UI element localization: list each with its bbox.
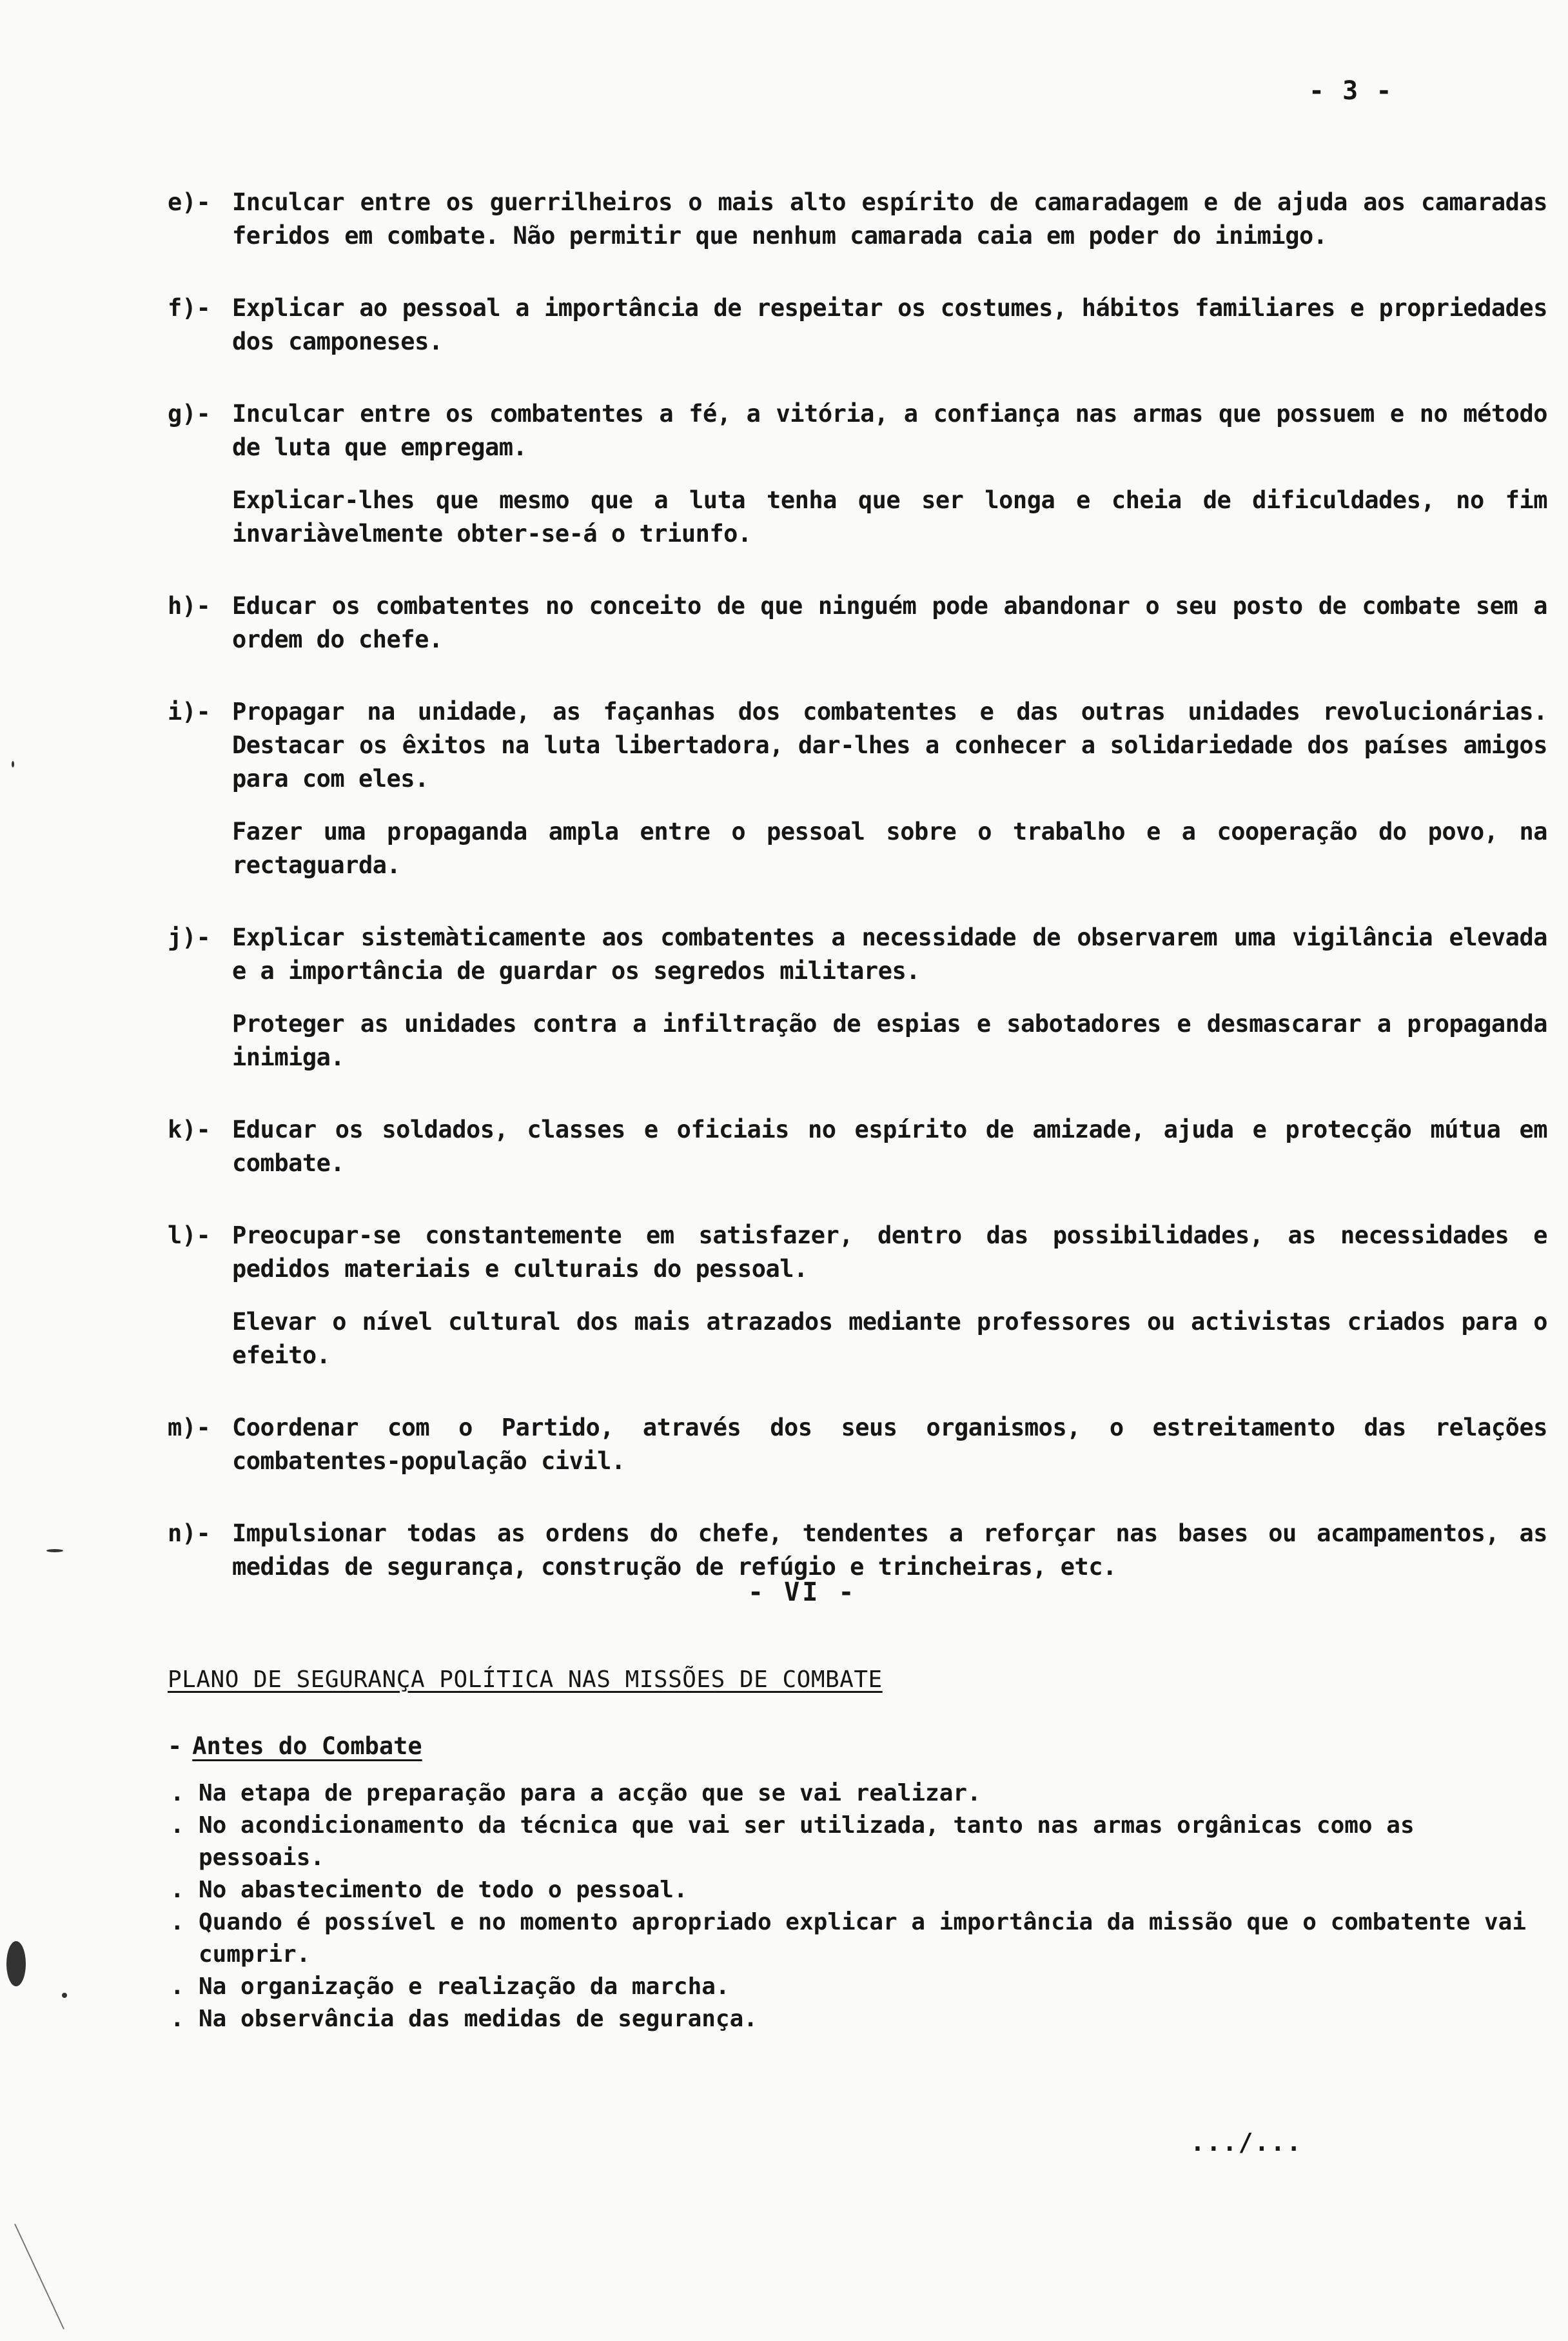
bullet-dot: . — [170, 1780, 184, 1806]
bullet-text: Na observância das medidas de segurança. — [199, 2006, 758, 2032]
item-label: f)- — [168, 294, 211, 322]
item-paragraph: Propagar na unidade, as façanhas dos combatentes e das outras unidades revolucionárias. Destacar os êxitos na luta libertadora, dar-lhes a conhecer a solidariedade dos países amigos para com eles. — [232, 698, 1547, 793]
subheading-text: Antes do Combate — [192, 1732, 422, 1760]
bullet-item — [168, 1906, 1547, 1971]
instruction-item — [168, 397, 1547, 551]
item-label: l)- — [168, 1221, 211, 1249]
item-paragraph: Fazer uma propaganda ampla entre o pessoal sobre o trabalho e a cooperação do povo, na rectaguarda. — [232, 818, 1547, 879]
item-paragraph: Educar os soldados, classes e oficiais no espírito de amizade, ajuda e protecção mútua em combate. — [232, 1116, 1547, 1177]
item-label: k)- — [168, 1116, 211, 1143]
item-label: i)- — [168, 698, 211, 726]
item-paragraph: Inculcar entre os guerrilheiros o mais alto espírito de camaradagem e de ajuda aos camaradas feridos em combate. Não permitir que nenhum camarada caia em poder do inimigo. — [232, 188, 1547, 250]
bullet-dot: . — [170, 1973, 184, 2000]
subheading-dash: - — [168, 1732, 182, 1760]
item-label: e)- — [168, 188, 211, 216]
item-paragraph: Inculcar entre os combatentes a fé, a vitória, a confiança nas armas que possuem e no método de luta que empregam. — [232, 400, 1547, 461]
instruction-list — [168, 186, 1547, 1623]
instruction-item — [168, 695, 1547, 882]
item-label: j)- — [168, 924, 211, 951]
instruction-item — [168, 186, 1547, 253]
continuation-mark: .../... — [1190, 2128, 1303, 2157]
bullet-item — [168, 1971, 1547, 2003]
bullet-item — [168, 1810, 1547, 1874]
item-paragraph: Elevar o nível cultural dos mais atrazados mediante professores ou activistas criados para o efeito. — [232, 1308, 1547, 1369]
item-label: h)- — [168, 592, 211, 620]
instruction-item — [168, 291, 1547, 359]
item-label: m)- — [168, 1414, 211, 1441]
bullet-text: Quando é possível e no momento apropriado explicar a importância da missão que o combatente vai cumprir. — [199, 1909, 1527, 1968]
bullet-text: Na organização e realização da marcha. — [199, 1973, 730, 2000]
bullet-text: No abastecimento de todo o pessoal. — [199, 1877, 688, 1903]
bullet-text: Na etapa de preparação para a acção que se vai realizar. — [199, 1780, 981, 1806]
item-paragraph: Educar os combatentes no conceito de que ninguém pode abandonar o seu posto de combate sem a ordem do chefe. — [232, 592, 1547, 653]
instruction-item — [168, 1517, 1547, 1584]
bullet-dot: . — [170, 1812, 184, 1839]
bullet-dot: . — [170, 2006, 184, 2032]
item-paragraph: Preocupar-se constantemente em satisfazer, dentro das possibilidades, as necessidades e pedidos materiais e culturais do pessoal. — [232, 1221, 1547, 1283]
scan-speck — [12, 761, 14, 767]
instruction-item — [168, 921, 1547, 1074]
section-number: - VI - — [748, 1577, 857, 1607]
scan-line — [14, 2224, 64, 2329]
bullet-text: No acondicionamento da técnica que vai ser utilizada, tanto nas armas orgânicas como as pessoais. — [199, 1812, 1415, 1871]
subheading — [168, 1732, 422, 1760]
item-paragraph: Proteger as unidades contra a infiltração de espias e sabotadores e desmascarar a propaganda inimiga. — [232, 1010, 1547, 1071]
bullet-list — [168, 1777, 1547, 2035]
instruction-item — [168, 1411, 1547, 1478]
section-title: PLANO DE SEGURANÇA POLÍTICA NAS MISSÕES DE COMBATE — [168, 1666, 883, 1693]
instruction-item — [168, 589, 1547, 657]
item-paragraph: Explicar sistemàticamente aos combatentes a necessidade de observarem uma vigilância elevada e a importância de guardar os segredos militares. — [232, 924, 1547, 985]
page-number: - 3 - — [1309, 76, 1393, 106]
item-paragraph: Coordenar com o Partido, através dos seus organismos, o estreitamento das relações combatentes-população civil. — [232, 1414, 1547, 1475]
instruction-item — [168, 1219, 1547, 1372]
item-label: g)- — [168, 400, 211, 428]
instruction-item — [168, 1113, 1547, 1180]
item-paragraph: Explicar-lhes que mesmo que a luta tenha que ser longa e cheia de dificuldades, no fim invariàvelmente obter-se-á o triunfo. — [232, 486, 1547, 548]
bullet-item — [168, 2003, 1547, 2035]
scan-speck — [62, 1993, 67, 1998]
scan-speck — [46, 1549, 63, 1552]
bullet-dot: . — [170, 1877, 184, 1903]
bullet-item — [168, 1777, 1547, 1810]
bullet-dot: . — [170, 1909, 184, 1935]
scan-speck — [6, 1941, 26, 1986]
item-paragraph: Explicar ao pessoal a importância de respeitar os costumes, hábitos familiares e propriedades dos camponeses. — [232, 294, 1547, 355]
item-label: n)- — [168, 1519, 211, 1547]
bullet-item — [168, 1874, 1547, 1906]
item-paragraph: Impulsionar todas as ordens do chefe, tendentes a reforçar nas bases ou acampamentos, as medidas de segurança, construção de refúgio e trincheiras, etc. — [232, 1519, 1547, 1581]
